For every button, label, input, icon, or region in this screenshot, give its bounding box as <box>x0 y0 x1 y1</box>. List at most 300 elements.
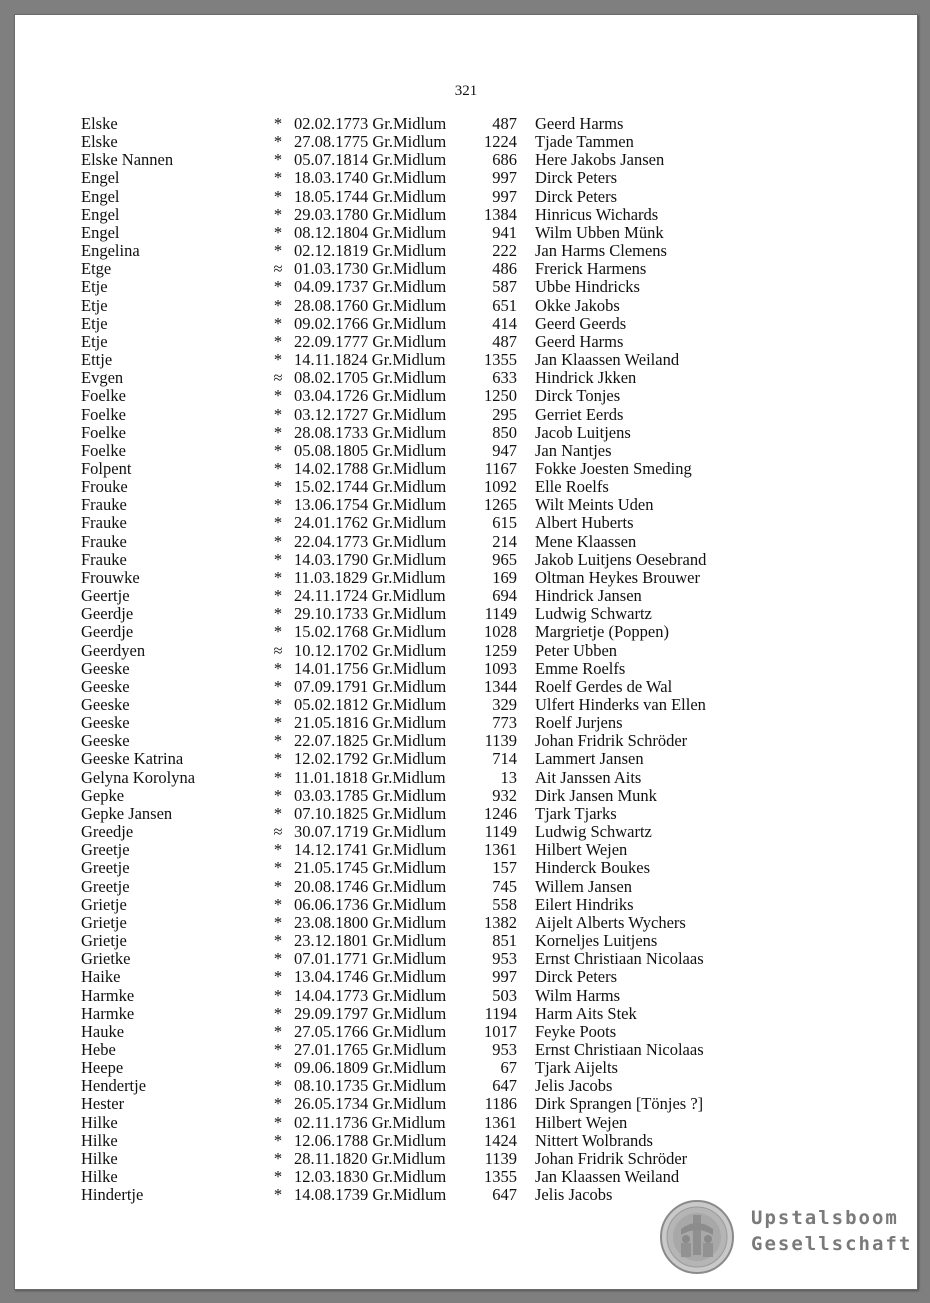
record-parent: Roelf Gerdes de Wal <box>535 676 673 696</box>
record-number: 686 <box>492 150 517 170</box>
record-number: 615 <box>492 513 517 533</box>
record-parent: Jan Nantjes <box>535 440 612 460</box>
record-row <box>15 442 917 460</box>
record-name: Frauke <box>81 549 127 569</box>
record-mark: * <box>273 350 283 370</box>
record-date-place <box>294 714 446 732</box>
record-number: 558 <box>492 894 517 914</box>
record-row <box>15 696 917 714</box>
record-row <box>15 133 917 151</box>
record-row <box>15 950 917 968</box>
record-parent: Hinricus Wichards <box>535 204 659 224</box>
record-mark: * <box>273 313 283 333</box>
record-number: 587 <box>492 277 517 297</box>
record-parent: Albert Huberts <box>535 513 634 533</box>
record-number: 1384 <box>484 204 517 224</box>
record-date: 05.08.1805 <box>294 440 369 460</box>
record-parent: Jan Harms Clemens <box>535 241 667 261</box>
record-date-place <box>294 133 446 151</box>
record-number: 1149 <box>484 822 517 842</box>
record-place: Gr.Midlum <box>372 150 447 170</box>
record-place: Gr.Midlum <box>372 1021 447 1041</box>
record-mark: * <box>273 277 283 297</box>
record-mark: * <box>273 894 283 914</box>
record-name: Greetje <box>81 840 130 860</box>
record-mark: * <box>273 785 283 805</box>
record-row <box>15 805 917 823</box>
record-date-place <box>294 805 446 823</box>
record-place: Gr.Midlum <box>372 368 447 388</box>
record-name: Grietje <box>81 894 127 914</box>
record-date-place <box>294 224 446 242</box>
record-date-place <box>294 750 446 768</box>
record-parent: Elle Roelfs <box>535 477 609 497</box>
record-mark: * <box>273 912 283 932</box>
record-date: 07.10.1825 <box>294 803 369 823</box>
record-row <box>15 1041 917 1059</box>
record-date-place <box>294 1168 446 1186</box>
logo-text-line1: Upstalsboom <box>751 1207 899 1229</box>
record-parent: Tjark Aijelts <box>535 1058 618 1078</box>
record-parent: Dirck Peters <box>535 186 618 206</box>
record-date-place <box>294 605 446 623</box>
record-name: Elske Nannen <box>81 150 174 170</box>
record-number: 13 <box>500 767 517 787</box>
record-date-place <box>294 424 446 442</box>
record-mark: * <box>273 150 283 170</box>
record-number: 694 <box>492 586 517 606</box>
record-parent: Jelis Jacobs <box>535 1076 613 1096</box>
record-mark: * <box>273 331 283 351</box>
record-mark: * <box>273 114 283 133</box>
record-name: Geerdyen <box>81 640 146 660</box>
record-name: Gelyna Korolyna <box>81 767 196 787</box>
record-number: 1361 <box>484 840 517 860</box>
record-place: Gr.Midlum <box>372 604 447 624</box>
record-mark: * <box>273 767 283 787</box>
record-name: Grietje <box>81 931 127 951</box>
record-row <box>15 242 917 260</box>
record-place: Gr.Midlum <box>372 622 447 642</box>
record-date-place <box>294 1059 446 1077</box>
record-place: Gr.Midlum <box>372 967 447 987</box>
record-number: 773 <box>492 713 517 733</box>
record-number: 850 <box>492 422 517 442</box>
record-date: 07.09.1791 <box>294 676 369 696</box>
record-date: 07.01.1771 <box>294 949 369 969</box>
record-name: Heepe <box>81 1058 124 1078</box>
record-place: Gr.Midlum <box>372 513 447 533</box>
record-number: 651 <box>492 295 517 315</box>
record-parent: Hinderck Boukes <box>535 858 651 878</box>
record-date: 15.02.1768 <box>294 622 369 642</box>
record-name: Geeske <box>81 713 130 733</box>
record-name: Geerdje <box>81 604 134 624</box>
record-row <box>15 605 917 623</box>
record-name: Frouwke <box>81 567 140 587</box>
record-name: Geeske <box>81 658 130 678</box>
record-parent: Tjade Tammen <box>535 132 634 152</box>
record-number: 295 <box>492 404 517 424</box>
record-row <box>15 496 917 514</box>
record-mark: ≈ <box>273 368 283 388</box>
record-date-place <box>294 696 446 714</box>
record-row <box>15 878 917 896</box>
record-mark: * <box>273 295 283 315</box>
record-place: Gr.Midlum <box>372 1076 447 1096</box>
record-date: 22.09.1777 <box>294 331 369 351</box>
record-parent: Mene Klaassen <box>535 531 637 551</box>
record-mark: * <box>273 713 283 733</box>
record-row <box>15 478 917 496</box>
record-number: 647 <box>492 1185 517 1205</box>
record-date-place <box>294 841 446 859</box>
record-mark: * <box>273 1021 283 1041</box>
record-parent: Peter Ubben <box>535 640 618 660</box>
record-place: Gr.Midlum <box>371 350 446 370</box>
record-date-place <box>294 1095 446 1113</box>
record-date: 30.07.1719 <box>294 822 369 842</box>
record-name: Engelina <box>81 241 140 261</box>
record-place: Gr.Midlum <box>372 894 447 914</box>
record-parent: Dirk Jansen Munk <box>535 785 657 805</box>
record-name: Ettje <box>81 350 113 370</box>
record-parent: Here Jakobs Jansen <box>535 150 665 170</box>
record-date-place <box>294 115 446 133</box>
record-parent: Feyke Poots <box>535 1021 617 1041</box>
record-mark: * <box>273 549 283 569</box>
record-place: Gr.Midlum <box>372 114 447 133</box>
record-place: Gr.Midlum <box>372 295 447 315</box>
record-place: Gr.Midlum <box>372 277 447 297</box>
record-parent: Hilbert Wejen <box>535 840 628 860</box>
record-row <box>15 1095 917 1113</box>
record-row <box>15 769 917 787</box>
record-row <box>15 533 917 551</box>
record-name: Foelke <box>81 386 126 406</box>
record-row <box>15 1077 917 1095</box>
record-number: 503 <box>492 985 517 1005</box>
record-row <box>15 260 917 278</box>
record-mark: * <box>273 858 283 878</box>
record-parent: Geerd Harms <box>535 114 624 133</box>
record-row <box>15 387 917 405</box>
record-row <box>15 1023 917 1041</box>
record-parent: Dirck Peters <box>535 967 618 987</box>
record-row <box>15 750 917 768</box>
record-mark: * <box>273 985 283 1005</box>
record-date: 12.03.1830 <box>294 1167 369 1187</box>
seal-icon <box>659 1199 735 1275</box>
record-place: Gr.Midlum <box>372 404 447 424</box>
record-number: 714 <box>492 749 517 769</box>
record-place: Gr.Midlum <box>372 931 447 951</box>
record-number: 997 <box>492 967 517 987</box>
record-mark: * <box>273 1003 283 1023</box>
record-name: Hilke <box>81 1167 118 1187</box>
record-name: Frouke <box>81 477 128 497</box>
record-place: Gr.Midlum <box>372 1058 447 1078</box>
record-parent: Jan Klaassen Weiland <box>535 350 680 370</box>
record-row <box>15 1132 917 1150</box>
record-number: 1250 <box>484 386 517 406</box>
record-name: Geeske <box>81 695 130 714</box>
record-row <box>15 369 917 387</box>
record-place: Gr.Midlum <box>372 785 447 805</box>
record-parent: Hindrick Jkken <box>535 368 637 388</box>
record-parent: Geerd Harms <box>535 331 624 351</box>
record-parent: Wilm Harms <box>535 985 621 1005</box>
record-row <box>15 333 917 351</box>
record-parent: Jakob Luitjens Oesebrand <box>535 549 707 569</box>
record-parent: Gerriet Eerds <box>535 404 624 424</box>
record-parent: Margrietje (Poppen) <box>535 622 669 642</box>
record-date: 21.05.1816 <box>294 713 369 733</box>
record-number: 851 <box>492 931 517 951</box>
record-place: Gr.Midlum <box>371 1112 446 1132</box>
record-number: 745 <box>492 876 517 896</box>
record-row <box>15 206 917 224</box>
record-date-place <box>294 823 446 841</box>
record-place: Gr.Midlum <box>372 331 447 351</box>
record-mark: * <box>273 241 283 261</box>
record-number: 1149 <box>484 604 517 624</box>
record-date: 03.12.1727 <box>294 404 369 424</box>
record-parent: Dirck Peters <box>535 168 618 188</box>
record-parent: Wilm Ubben Münk <box>535 222 664 242</box>
record-mark: ≈ <box>273 259 283 279</box>
record-mark: * <box>273 477 283 497</box>
record-number: 1224 <box>484 132 517 152</box>
record-date: 21.05.1745 <box>294 858 369 878</box>
record-mark: * <box>273 168 283 188</box>
record-parent: Dirk Sprangen [Tönjes ?] <box>535 1094 704 1114</box>
record-row <box>15 460 917 478</box>
record-name: Haike <box>81 967 121 987</box>
record-parent: Ait Janssen Aits <box>535 767 642 787</box>
record-name: Engel <box>81 168 120 188</box>
record-number: 1186 <box>484 1094 517 1114</box>
record-date-place <box>294 660 446 678</box>
record-parent: Ludwig Schwartz <box>535 604 652 624</box>
record-name: Hindertje <box>81 1185 144 1205</box>
record-name: Engel <box>81 204 120 224</box>
record-mark: * <box>273 386 283 406</box>
record-row <box>15 823 917 841</box>
record-number: 1259 <box>484 640 517 660</box>
record-name: Hilke <box>81 1130 118 1150</box>
record-date: 11.01.1818 <box>294 767 368 787</box>
page-number: 321 <box>454 83 478 99</box>
record-mark: * <box>273 222 283 242</box>
record-date-place <box>294 932 446 950</box>
record-number: 222 <box>492 241 517 261</box>
record-number: 1355 <box>484 1167 517 1187</box>
record-mark: * <box>273 1076 283 1096</box>
record-number: 997 <box>492 186 517 206</box>
record-name: Geeske Katrina <box>81 749 184 769</box>
record-place: Gr.Midlum <box>372 386 447 406</box>
record-name: Harmke <box>81 1003 135 1023</box>
record-number: 1246 <box>484 803 517 823</box>
record-parent: Jacob Luitjens <box>535 422 631 442</box>
record-date: 08.12.1804 <box>294 222 369 242</box>
record-date-place <box>294 333 446 351</box>
record-mark: * <box>273 658 283 678</box>
record-mark: * <box>273 422 283 442</box>
record-row <box>15 115 917 133</box>
record-number: 1361 <box>484 1112 517 1132</box>
record-row <box>15 623 917 641</box>
record-date-place <box>294 623 446 641</box>
record-date-place <box>294 315 446 333</box>
record-place: Gr.Midlum <box>372 440 447 460</box>
record-date: 14.04.1773 <box>294 985 369 1005</box>
record-number: 1344 <box>484 676 517 696</box>
record-number: 329 <box>492 695 517 714</box>
record-number: 1194 <box>484 1003 517 1023</box>
record-name: Evgen <box>81 368 124 388</box>
record-name: Geeske <box>81 731 130 751</box>
record-parent: Ulfert Hinderks van Ellen <box>535 695 706 714</box>
record-place: Gr.Midlum <box>372 713 447 733</box>
record-name: Etje <box>81 331 108 351</box>
record-date: 29.03.1780 <box>294 204 369 224</box>
record-date-place <box>294 1041 446 1059</box>
record-mark: * <box>273 676 283 696</box>
record-number: 414 <box>492 313 517 333</box>
record-parent: Oltman Heykes Brouwer <box>535 567 700 587</box>
record-date: 27.08.1775 <box>294 132 369 152</box>
record-date: 27.05.1766 <box>294 1021 369 1041</box>
record-date-place <box>294 987 446 1005</box>
record-mark: ≈ <box>273 822 283 842</box>
record-date-place <box>294 587 446 605</box>
record-date-place <box>294 1005 446 1023</box>
record-parent: Dirck Tonjes <box>535 386 621 406</box>
record-date: 04.09.1737 <box>294 277 369 297</box>
record-mark: * <box>273 495 283 515</box>
record-date-place <box>294 278 446 296</box>
record-number: 1093 <box>484 658 517 678</box>
record-row <box>15 1005 917 1023</box>
record-place: Gr.Midlum <box>371 767 446 787</box>
record-date: 12.06.1788 <box>294 1130 369 1150</box>
record-mark: * <box>273 1039 283 1059</box>
record-row <box>15 732 917 750</box>
record-row <box>15 1059 917 1077</box>
record-name: Greetje <box>81 858 130 878</box>
record-parent: Okke Jakobs <box>535 295 620 315</box>
record-date: 27.01.1765 <box>294 1039 369 1059</box>
record-name: Hilke <box>81 1112 118 1132</box>
record-date: 02.12.1819 <box>294 241 369 261</box>
record-date-place <box>294 260 446 278</box>
record-number: 947 <box>492 440 517 460</box>
record-name: Elske <box>81 114 118 133</box>
record-date-place <box>294 1114 446 1132</box>
record-name: Hebe <box>81 1039 116 1059</box>
record-mark: * <box>273 1058 283 1078</box>
record-name: Folpent <box>81 458 132 478</box>
record-place: Gr.Midlum <box>372 495 447 515</box>
record-place: Gr.Midlum <box>372 1003 447 1023</box>
record-date: 03.04.1726 <box>294 386 369 406</box>
record-name: Grietke <box>81 949 131 969</box>
record-date: 08.10.1735 <box>294 1076 369 1096</box>
record-mark: * <box>273 1185 283 1205</box>
record-parent: Hindrick Jansen <box>535 586 642 606</box>
record-mark: * <box>273 404 283 424</box>
record-date: 01.03.1730 <box>294 259 369 279</box>
record-date-place <box>294 369 446 387</box>
record-parent: Wilt Meints Uden <box>535 495 654 515</box>
record-place: Gr.Midlum <box>372 731 447 751</box>
record-mark: * <box>273 949 283 969</box>
record-place: Gr.Midlum <box>372 1094 447 1114</box>
record-name: Foelke <box>81 440 126 460</box>
record-number: 1265 <box>484 495 517 515</box>
record-number: 941 <box>492 222 517 242</box>
record-date-place <box>294 169 446 187</box>
record-mark: * <box>273 695 283 714</box>
record-number: 932 <box>492 785 517 805</box>
record-number: 647 <box>492 1076 517 1096</box>
record-parent: Lammert Jansen <box>535 749 644 769</box>
record-mark: ≈ <box>273 640 283 660</box>
record-date-place <box>294 442 446 460</box>
record-place: Gr.Midlum <box>372 1130 447 1150</box>
record-number: 486 <box>492 259 517 279</box>
record-number: 1017 <box>484 1021 517 1041</box>
record-row <box>15 351 917 369</box>
record-name: Frauke <box>81 531 127 551</box>
record-date: 14.12.1741 <box>294 840 369 860</box>
record-name: Engel <box>81 222 120 242</box>
record-parent: Eilert Hindriks <box>535 894 634 914</box>
record-place: Gr.Midlum <box>372 477 447 497</box>
record-mark: * <box>273 731 283 751</box>
record-mark: * <box>273 513 283 533</box>
record-mark: * <box>273 1112 283 1132</box>
record-place: Gr.Midlum <box>371 586 446 606</box>
record-row <box>15 678 917 696</box>
record-name: Etje <box>81 277 108 297</box>
record-date: 02.02.1773 <box>294 114 369 133</box>
record-row <box>15 151 917 169</box>
record-parent: Ludwig Schwartz <box>535 822 652 842</box>
record-row <box>15 424 917 442</box>
record-row <box>15 278 917 296</box>
record-date-place <box>294 950 446 968</box>
record-date-place <box>294 968 446 986</box>
record-date-place <box>294 1186 446 1204</box>
record-place: Gr.Midlum <box>372 822 447 842</box>
record-place: Gr.Midlum <box>372 1167 447 1187</box>
record-mark: * <box>273 840 283 860</box>
record-mark: * <box>273 186 283 206</box>
record-row <box>15 1168 917 1186</box>
record-mark: * <box>273 458 283 478</box>
record-name: Frauke <box>81 495 127 515</box>
record-place: Gr.Midlum <box>372 422 447 442</box>
record-row <box>15 551 917 569</box>
record-parent: Harm Aits Stek <box>535 1003 637 1023</box>
record-number: 953 <box>492 949 517 969</box>
record-row <box>15 1114 917 1132</box>
record-place: Gr.Midlum <box>372 658 447 678</box>
record-place: Gr.Midlum <box>372 1039 447 1059</box>
